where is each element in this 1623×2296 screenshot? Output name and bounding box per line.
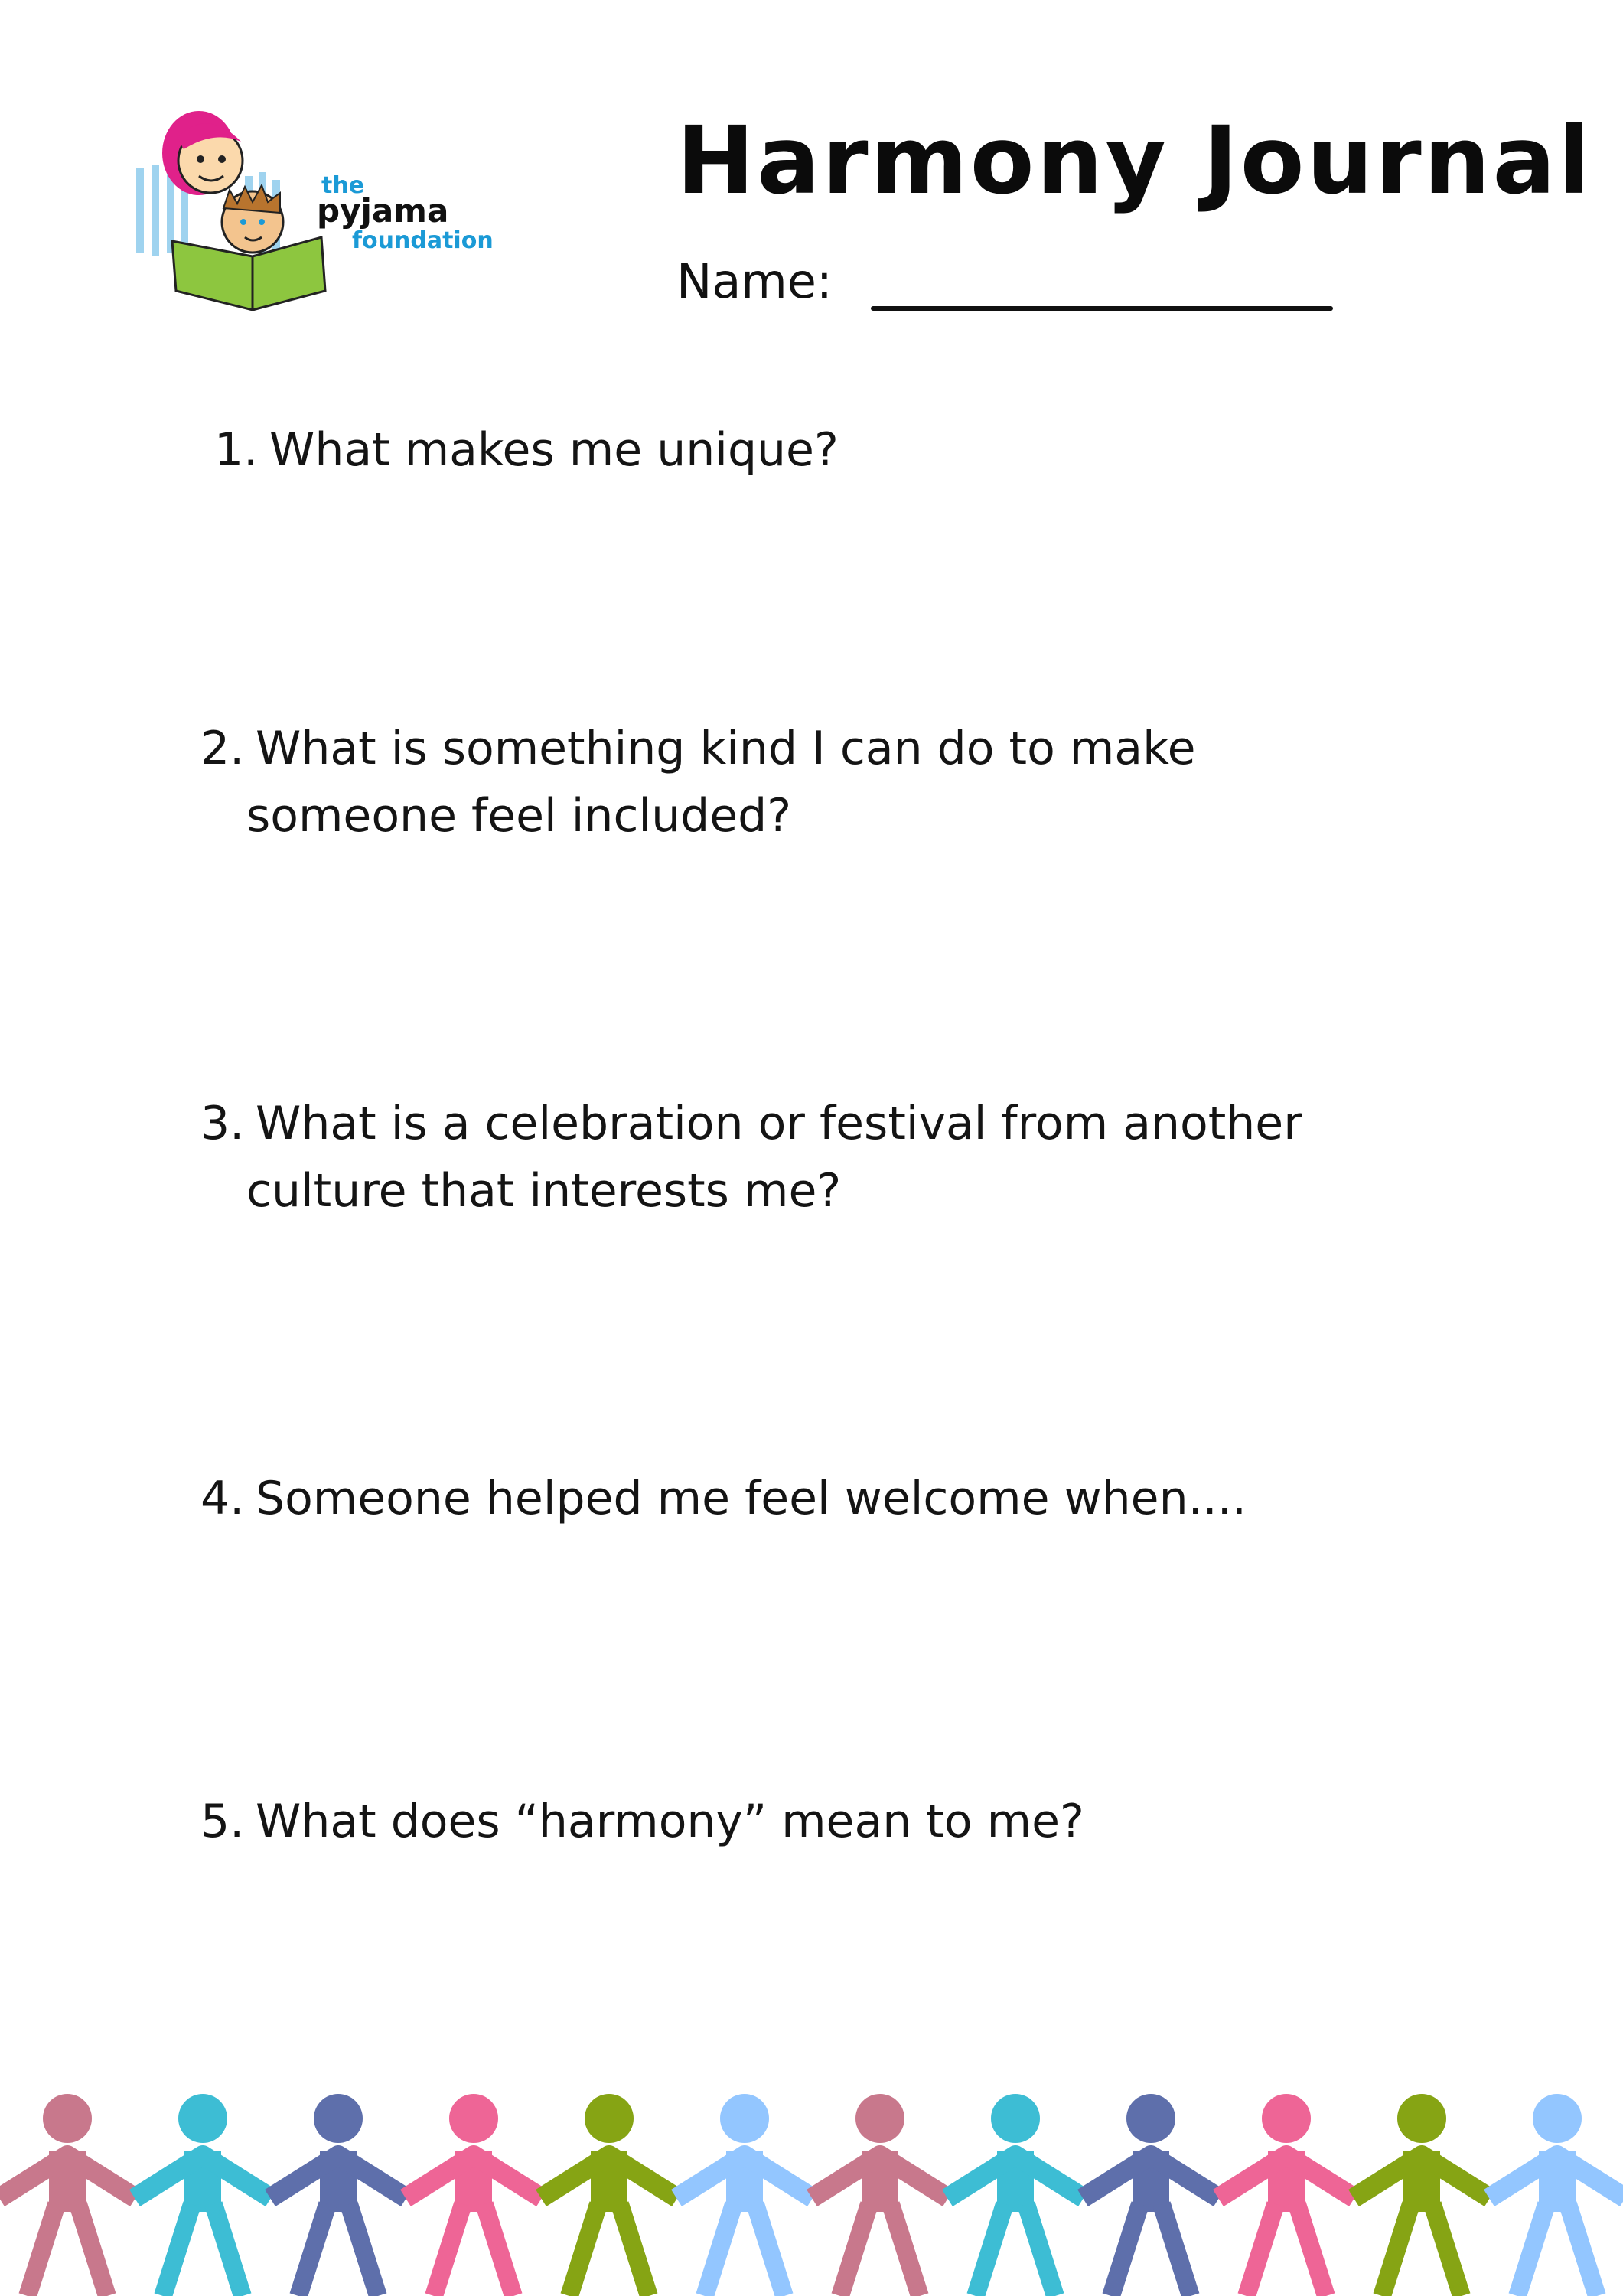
paper-person-icon [406, 2094, 542, 2296]
logo-text-pyjama: pyjama [317, 192, 449, 230]
paper-person-icon [947, 2094, 1084, 2296]
question-text: What is something kind I can do to make [256, 722, 1196, 775]
paper-person-icon [0, 2094, 135, 2296]
question-number: 4. [200, 1472, 245, 1525]
question-text: What is a celebration or festival from another [256, 1097, 1302, 1150]
question-number: 5. [200, 1795, 245, 1848]
paper-person-icon [1354, 2094, 1490, 2296]
paper-person-icon [676, 2094, 813, 2296]
paper-person-icon [1218, 2094, 1354, 2296]
question-text-continued: culture that interests me? [246, 1164, 842, 1218]
paper-person-icon [812, 2094, 948, 2296]
paper-people-chain-icon [0, 2066, 1623, 2296]
question-5 [200, 1788, 1084, 1855]
paper-person-icon [270, 2094, 406, 2296]
logo-text-the: the [321, 172, 365, 199]
paper-person-icon [1083, 2094, 1219, 2296]
question-text-continued: someone feel included? [246, 789, 792, 843]
question-1 [214, 416, 839, 484]
question-text: What makes me unique? [269, 423, 839, 477]
paper-person-icon [135, 2094, 271, 2296]
name-label: Name: [676, 253, 833, 309]
question-4 [200, 1465, 1247, 1532]
question-text: Someone helped me feel welcome when.... [256, 1472, 1247, 1525]
question-3 [200, 1090, 1302, 1225]
paper-person-icon [541, 2094, 677, 2296]
question-2 [200, 715, 1196, 850]
name-field-row [676, 253, 1518, 314]
question-number: 3. [200, 1097, 245, 1150]
question-number: 1. [214, 423, 259, 477]
paper-person-icon [1489, 2094, 1623, 2296]
logo-text-foundation: foundation [352, 227, 494, 254]
question-text: What does “harmony” mean to me? [256, 1795, 1084, 1848]
question-number: 2. [200, 722, 245, 775]
page-title: Harmony Journal [676, 106, 1592, 215]
pyjama-foundation-logo [130, 107, 528, 314]
girl-face-icon [162, 111, 243, 195]
name-write-line [871, 306, 1333, 311]
